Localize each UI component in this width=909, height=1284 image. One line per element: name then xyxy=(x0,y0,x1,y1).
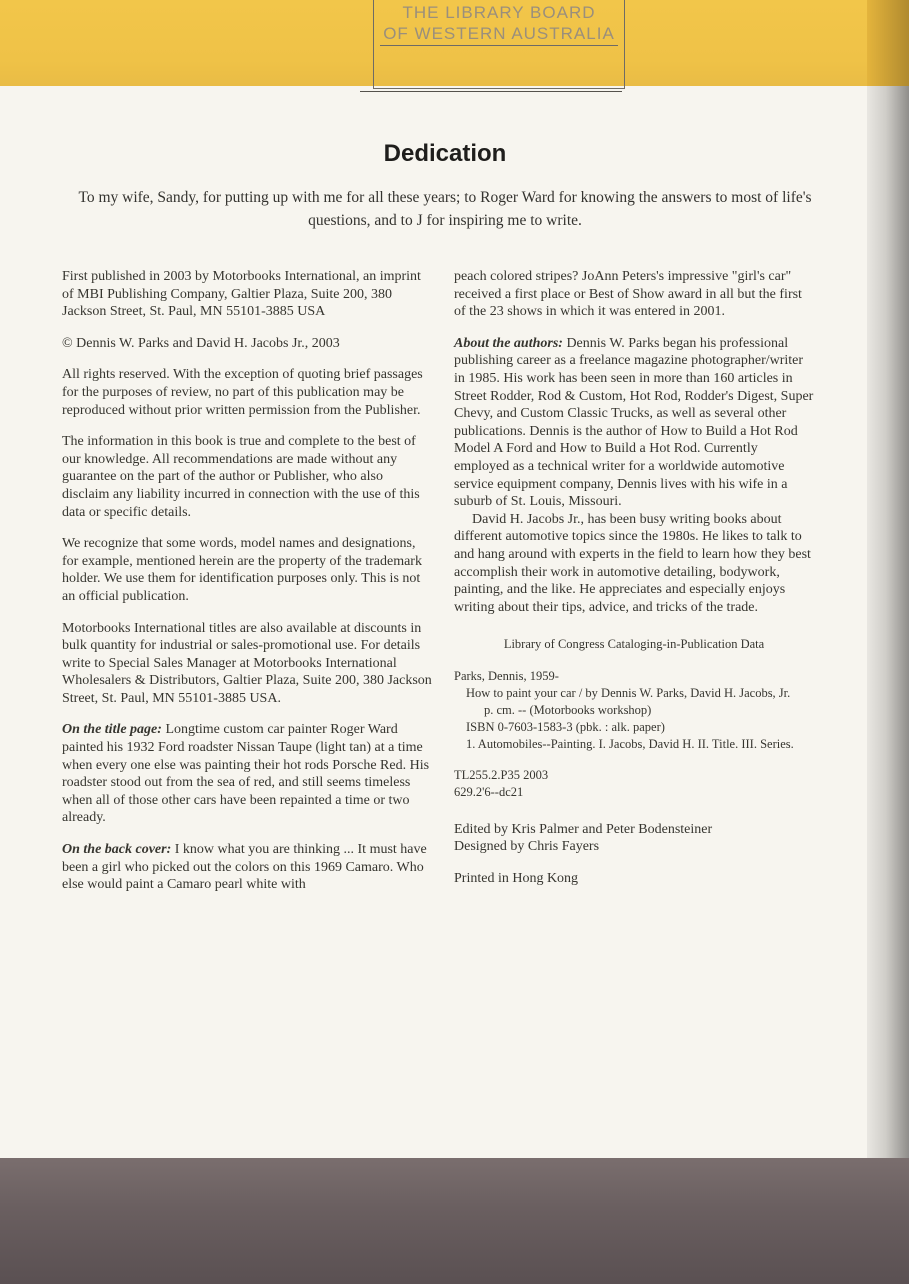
disclaimer-paragraph: The information in this book is true and complete to the best of our knowledge. All recommendations are made without any guarantee on the part of the author or Publisher, who also disclaim any liability incurred in connection with the use of this data or specific details. xyxy=(62,434,420,520)
dedication-text: To my wife, Sandy, for putting up with me for all these years; to Roger Ward for knowing the answers to most of life's questions, and to J for inspiring me to write. xyxy=(78,189,812,229)
copyright-line: © Dennis W. Parks and David H. Jacobs Jr., 2003 xyxy=(62,335,340,351)
cip-class-dewey: 629.2'6--dc21 xyxy=(454,784,524,799)
stamp-line-2: OF WESTERN AUSTRALIA xyxy=(383,24,615,43)
jacobs-paragraph: David H. Jacobs Jr., has been busy writing books about different automotive topics since the 1980s. He likes to talk to and hang around with experts in the field to learn how they best accomplish their work in automotive detailing, bodywork, painting, and the like. He appreciates and especially enjoys writing about their tips, advice, and tricks of the trade. xyxy=(454,511,811,615)
cip-classification xyxy=(454,767,814,801)
scan-gutter-shadow-top xyxy=(867,0,909,86)
about-authors-paragraph xyxy=(454,335,814,511)
sales-paragraph: Motorbooks International titles are also available at discounts in bulk quantity for industrial or sales-promotional use. For details write to Special Sales Manager at Motorbooks International Wholesalers & Distributors, Galtier Plaza, Suite 200, 380 Jackson Street, St. Paul, MN 55101-3885 USA. xyxy=(62,620,432,706)
back-cover-text: I know what you are thinking ... It must have been a girl who picked out the colors on this 1969 Camaro. Who else would paint a Camaro pearl white with xyxy=(62,842,427,893)
left-column xyxy=(62,268,432,908)
title-page-lead: On the title page: xyxy=(62,722,162,738)
stamp-rule xyxy=(380,45,618,46)
about-authors-text: Dennis W. Parks began his professional publishing career as a freelance magazine photographer/writer in 1985. His work has been seen in more than 160 articles in Street Rodder, Rod & Custom, Hot Rod, Rodder's Digest, Super Chevy, and Custom Classic Trucks, as well as several other publications. Dennis is the author of How to Build a Hot Rod Model A Ford and How to Build a Hot Rod. Currently employed as a technical writer for a worldwide automotive service equipment company, Dennis lives with his wife in a suburb of St. Louis, Missouri. xyxy=(454,335,814,510)
back-cover-lead: On the back cover: xyxy=(62,842,172,858)
designed-by: Designed by Chris Fayers xyxy=(454,839,600,855)
page-title: Dedication xyxy=(383,140,507,167)
stamp-underline xyxy=(360,91,622,92)
trademark-paragraph: We recognize that some words, model names and designations, for example, mentioned herein are the property of the trademark holder. We use them for identification purposes only. This is not an official publication. xyxy=(62,536,422,604)
publisher-paragraph: First published in 2003 by Motorbooks International, an imprint of MBI Publishing Company, Galtier Plaza, Suite 200, 380 Jackson Street, St. Paul, MN 55101-3885 USA xyxy=(62,269,421,320)
printed-in: Printed in Hong Kong xyxy=(454,871,579,887)
edited-by: Edited by Kris Palmer and Peter Bodensteiner xyxy=(454,821,713,837)
cip-class-lc: TL255.2.P35 2003 xyxy=(454,767,549,782)
cip-subjects: 1. Automobiles--Painting. I. Jacobs, David H. II. Title. III. Series. xyxy=(466,736,794,751)
title-page-caption xyxy=(62,721,432,827)
back-cover-caption xyxy=(62,841,432,894)
title-page-text: Longtime custom car painter Roger Ward painted his 1932 Ford roadster Nissan Taupe (light tan) at a time when every one else was painting their hot rods Porsche Red. His roadster stood out from the sea of red, and still seems timeless when all of those other cars have been repainted a time or two already. xyxy=(62,722,430,826)
cip-block xyxy=(454,668,814,753)
right-column xyxy=(454,268,814,902)
about-authors-lead: About the authors: xyxy=(454,335,563,351)
stamp-line-1: THE LIBRARY BOARD xyxy=(402,3,596,22)
scan-gutter-shadow xyxy=(867,0,909,1160)
cip-author: Parks, Dennis, 1959- xyxy=(454,668,559,683)
rights-paragraph: All rights reserved. With the exception of quoting brief passages for the purposes of review, no part of this publication may be reproduced without prior written permission from the Publisher. xyxy=(62,367,423,418)
library-stamp xyxy=(373,0,625,89)
cip-title: How to paint your car / by Dennis W. Parks, David H. Jacobs, Jr. xyxy=(466,685,791,700)
cip-physical: p. cm. -- (Motorbooks workshop) xyxy=(484,702,652,717)
scan-bottom-band xyxy=(0,1158,909,1284)
back-cover-continued: peach colored stripes? JoAnn Peters's impressive "girl's car" received a first place or Best of Show award in all but the first of the 23 shows in which it was entered in 2001. xyxy=(454,269,802,320)
cip-isbn: ISBN 0-7603-1583-3 (pbk. : alk. paper) xyxy=(466,719,665,734)
cip-heading: Library of Congress Cataloging-in-Publication Data xyxy=(503,637,765,652)
